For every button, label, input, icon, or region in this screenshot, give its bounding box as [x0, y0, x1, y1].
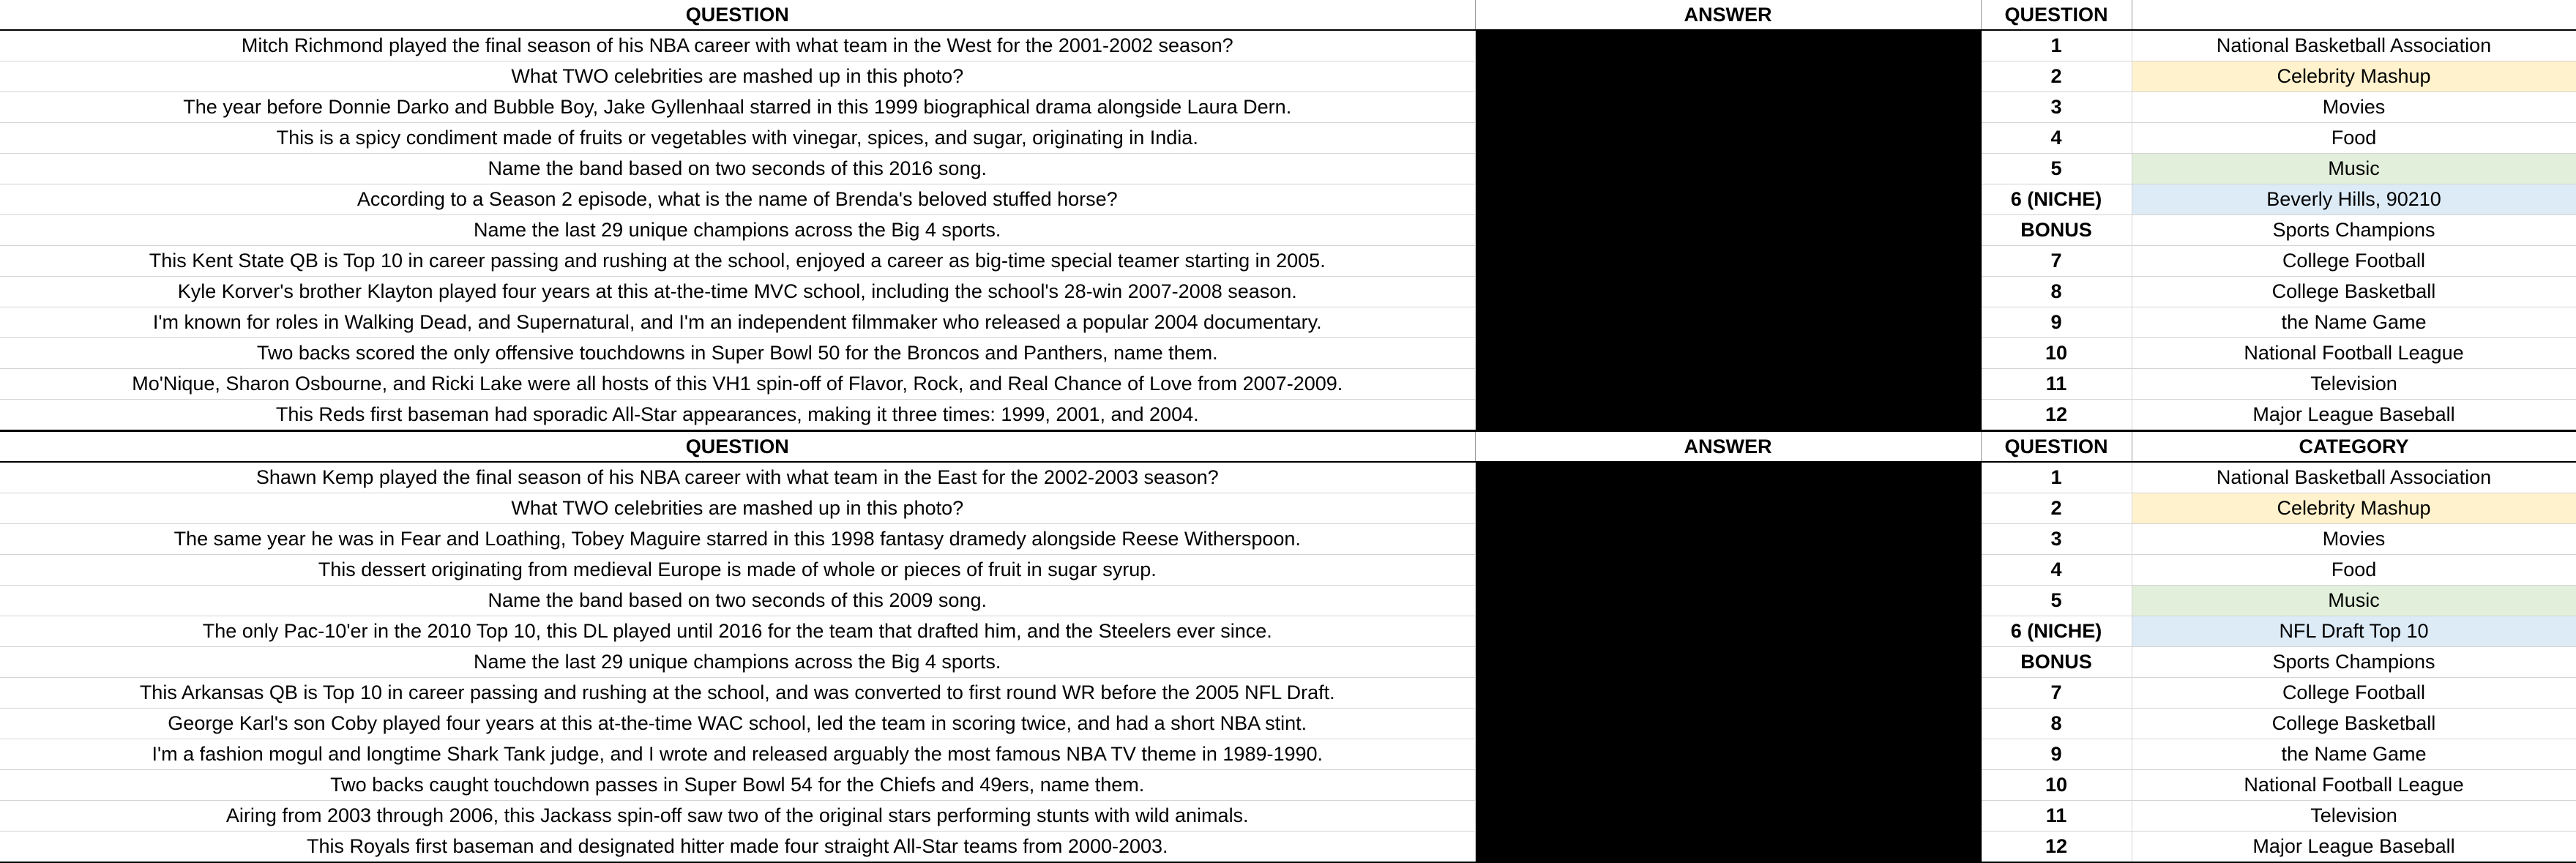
category-cell[interactable]: NFL Draft Top 10 [2132, 616, 2576, 647]
question-number-cell[interactable]: 10 [1981, 770, 2132, 801]
category-cell[interactable]: Beverly Hills, 90210 [2132, 184, 2576, 215]
category-header[interactable] [2132, 0, 2576, 30]
question-cell[interactable]: This Reds first baseman had sporadic All-Star appearances, making it three times: 1999, 2001, and 2004. [0, 400, 1475, 431]
category-cell[interactable]: Celebrity Mashup [2132, 61, 2576, 92]
answer-cell-redacted[interactable] [1475, 801, 1981, 832]
table-row [0, 524, 2576, 555]
question-cell[interactable]: The only Pac-10'er in the 2010 Top 10, this DL played until 2016 for the team that drafted him, and the Steelers ever since. [0, 616, 1475, 647]
question-number-cell[interactable]: 12 [1981, 832, 2132, 863]
question-number-cell[interactable]: BONUS [1981, 215, 2132, 246]
answer-cell-redacted[interactable] [1475, 123, 1981, 154]
answer-cell-redacted[interactable] [1475, 369, 1981, 400]
question-number-cell[interactable]: 11 [1981, 801, 2132, 832]
answer-cell-redacted[interactable] [1475, 647, 1981, 678]
question-cell[interactable]: Two backs scored the only offensive touchdowns in Super Bowl 50 for the Broncos and Panthers, name them. [0, 338, 1475, 369]
table-row [0, 184, 2576, 215]
category-cell[interactable]: Food [2132, 555, 2576, 586]
question-cell[interactable]: George Karl's son Coby played four years at this at-the-time WAC school, led the team in scoring twice, and had a short NBA stint. [0, 709, 1475, 739]
answer-cell-redacted[interactable] [1475, 586, 1981, 616]
table-row [0, 215, 2576, 246]
answer-cell-redacted[interactable] [1475, 832, 1981, 863]
category-cell[interactable]: Sports Champions [2132, 215, 2576, 246]
question-number-cell[interactable]: 10 [1981, 338, 2132, 369]
answer-cell-redacted[interactable] [1475, 709, 1981, 739]
table-row [0, 586, 2576, 616]
header-row-top [0, 0, 2576, 30]
answer-cell-redacted[interactable] [1475, 493, 1981, 524]
question-number-cell[interactable]: 5 [1981, 154, 2132, 184]
table-row [0, 770, 2576, 801]
question-cell[interactable]: Name the band based on two seconds of this 2009 song. [0, 586, 1475, 616]
question-cell[interactable]: Airing from 2003 through 2006, this Jackass spin-off saw two of the original stars performing stunts with wild animals. [0, 801, 1475, 832]
question-header[interactable]: QUESTION [0, 431, 1475, 463]
category-cell[interactable]: National Football League [2132, 770, 2576, 801]
question-cell[interactable]: I'm known for roles in Walking Dead, and Supernatural, and I'm an independent filmmaker who released a popular 2004 documentary. [0, 307, 1475, 338]
category-cell[interactable]: Music [2132, 586, 2576, 616]
table-row [0, 277, 2576, 307]
question-cell[interactable]: The year before Donnie Darko and Bubble Boy, Jake Gyllenhaal starred in this 1999 biographical drama alongside Laura Dern. [0, 92, 1475, 123]
question-number-header[interactable]: QUESTION [1981, 431, 2132, 463]
header-row-bottom [0, 431, 2576, 463]
question-number-cell[interactable]: 1 [1981, 30, 2132, 61]
question-cell[interactable]: What TWO celebrities are mashed up in this photo? [0, 61, 1475, 92]
answer-header[interactable]: ANSWER [1475, 0, 1981, 30]
answer-cell-redacted[interactable] [1475, 400, 1981, 431]
category-cell[interactable]: National Basketball Association [2132, 462, 2576, 493]
category-cell[interactable]: Major League Baseball [2132, 400, 2576, 431]
category-cell[interactable]: Major League Baseball [2132, 832, 2576, 863]
table-row [0, 647, 2576, 678]
table-row [0, 832, 2576, 863]
answer-cell-redacted[interactable] [1475, 616, 1981, 647]
question-cell[interactable]: Mo'Nique, Sharon Osbourne, and Ricki Lake were all hosts of this VH1 spin-off of Flavor, Rock, and Real Chance of Love from 2007-2009. [0, 369, 1475, 400]
question-number-cell[interactable]: 2 [1981, 493, 2132, 524]
question-number-cell[interactable]: 4 [1981, 555, 2132, 586]
category-header[interactable]: CATEGORY [2132, 431, 2576, 463]
question-cell[interactable]: Name the last 29 unique champions across the Big 4 sports. [0, 647, 1475, 678]
question-number-cell[interactable]: 4 [1981, 123, 2132, 154]
table-row [0, 678, 2576, 709]
table-row [0, 30, 2576, 61]
question-cell[interactable]: Name the last 29 unique champions across the Big 4 sports. [0, 215, 1475, 246]
question-number-cell[interactable]: 11 [1981, 369, 2132, 400]
table-row [0, 709, 2576, 739]
question-number-cell[interactable]: 5 [1981, 586, 2132, 616]
answer-cell-redacted[interactable] [1475, 154, 1981, 184]
question-number-cell[interactable]: 8 [1981, 277, 2132, 307]
table-row [0, 246, 2576, 277]
answer-cell-redacted[interactable] [1475, 739, 1981, 770]
question-number-cell[interactable]: 6 (NICHE) [1981, 616, 2132, 647]
question-number-cell[interactable]: 1 [1981, 462, 2132, 493]
table-row [0, 555, 2576, 586]
category-cell[interactable]: Movies [2132, 524, 2576, 555]
category-cell[interactable]: College Basketball [2132, 709, 2576, 739]
question-number-cell[interactable]: 6 (NICHE) [1981, 184, 2132, 215]
question-number-cell[interactable]: 9 [1981, 739, 2132, 770]
question-cell[interactable]: Two backs caught touchdown passes in Super Bowl 54 for the Chiefs and 49ers, name them. [0, 770, 1475, 801]
answer-cell-redacted[interactable] [1475, 246, 1981, 277]
table-row [0, 616, 2576, 647]
answer-cell-redacted[interactable] [1475, 555, 1981, 586]
answer-cell-redacted[interactable] [1475, 277, 1981, 307]
answer-cell-redacted[interactable] [1475, 215, 1981, 246]
answer-cell-redacted[interactable] [1475, 307, 1981, 338]
question-cell[interactable]: What TWO celebrities are mashed up in this photo? [0, 493, 1475, 524]
question-number-header[interactable]: QUESTION [1981, 0, 2132, 30]
category-cell[interactable]: Sports Champions [2132, 647, 2576, 678]
question-number-cell[interactable]: 7 [1981, 678, 2132, 709]
answer-cell-redacted[interactable] [1475, 338, 1981, 369]
category-cell[interactable]: Television [2132, 801, 2576, 832]
category-cell[interactable]: National Basketball Association [2132, 30, 2576, 61]
answer-cell-redacted[interactable] [1475, 524, 1981, 555]
table-row [0, 739, 2576, 770]
category-cell[interactable]: Music [2132, 154, 2576, 184]
table-row [0, 123, 2576, 154]
category-cell[interactable]: the Name Game [2132, 307, 2576, 338]
answer-cell-redacted[interactable] [1475, 462, 1981, 493]
question-number-cell[interactable]: 8 [1981, 709, 2132, 739]
question-number-cell[interactable]: 12 [1981, 400, 2132, 431]
answer-cell-redacted[interactable] [1475, 678, 1981, 709]
question-number-cell[interactable]: 3 [1981, 92, 2132, 123]
question-cell[interactable]: The same year he was in Fear and Loathing, Tobey Maguire starred in this 1998 fantasy dramedy alongside Reese Witherspoon. [0, 524, 1475, 555]
question-cell[interactable]: This is a spicy condiment made of fruits or vegetables with vinegar, spices, and sugar, originating in India. [0, 123, 1475, 154]
table-row [0, 154, 2576, 184]
question-cell[interactable]: Kyle Korver's brother Klayton played four years at this at-the-time MVC school, including the school's 28-win 2007-2008 season. [0, 277, 1475, 307]
question-cell[interactable]: Shawn Kemp played the final season of his NBA career with what team in the East for the 2002-2003 season? [0, 462, 1475, 493]
question-cell[interactable]: Name the band based on two seconds of this 2016 song. [0, 154, 1475, 184]
question-cell[interactable]: According to a Season 2 episode, what is the name of Brenda's beloved stuffed horse? [0, 184, 1475, 215]
answer-header[interactable]: ANSWER [1475, 431, 1981, 463]
category-cell[interactable]: National Football League [2132, 338, 2576, 369]
question-cell[interactable]: This Arkansas QB is Top 10 in career passing and rushing at the school, and was converted to first round WR before the 2005 NFL Draft. [0, 678, 1475, 709]
table-row [0, 369, 2576, 400]
question-number-cell[interactable]: 9 [1981, 307, 2132, 338]
answer-cell-redacted[interactable] [1475, 30, 1981, 61]
category-cell[interactable]: the Name Game [2132, 739, 2576, 770]
question-number-cell[interactable]: BONUS [1981, 647, 2132, 678]
question-cell[interactable]: Mitch Richmond played the final season of his NBA career with what team in the West for the 2001-2002 season? [0, 30, 1475, 61]
category-cell[interactable]: College Football [2132, 678, 2576, 709]
question-number-cell[interactable]: 2 [1981, 61, 2132, 92]
table-row [0, 92, 2576, 123]
category-cell[interactable]: Celebrity Mashup [2132, 493, 2576, 524]
answer-cell-redacted[interactable] [1475, 92, 1981, 123]
table-row [0, 307, 2576, 338]
question-number-cell[interactable]: 7 [1981, 246, 2132, 277]
table-row [0, 400, 2576, 431]
answer-cell-redacted[interactable] [1475, 61, 1981, 92]
category-cell[interactable]: Movies [2132, 92, 2576, 123]
table-row [0, 801, 2576, 832]
answer-cell-redacted[interactable] [1475, 184, 1981, 215]
category-cell[interactable]: College Football [2132, 246, 2576, 277]
category-cell[interactable]: Television [2132, 369, 2576, 400]
table-row [0, 61, 2576, 92]
category-cell[interactable]: Food [2132, 123, 2576, 154]
question-number-cell[interactable]: 3 [1981, 524, 2132, 555]
question-header[interactable]: QUESTION [0, 0, 1475, 30]
question-cell[interactable]: This dessert originating from medieval Europe is made of whole or pieces of fruit in sugar syrup. [0, 555, 1475, 586]
answer-cell-redacted[interactable] [1475, 770, 1981, 801]
question-cell[interactable]: This Royals first baseman and designated hitter made four straight All-Star teams from 2000-2003. [0, 832, 1475, 863]
table-row [0, 462, 2576, 493]
table-row [0, 493, 2576, 524]
question-cell[interactable]: This Kent State QB is Top 10 in career passing and rushing at the school, enjoyed a career as big-time special teamer starting in 2005. [0, 246, 1475, 277]
question-cell[interactable]: I'm a fashion mogul and longtime Shark Tank judge, and I wrote and released arguably the most famous NBA TV theme in 1989-1990. [0, 739, 1475, 770]
table-row [0, 338, 2576, 369]
category-cell[interactable]: College Basketball [2132, 277, 2576, 307]
